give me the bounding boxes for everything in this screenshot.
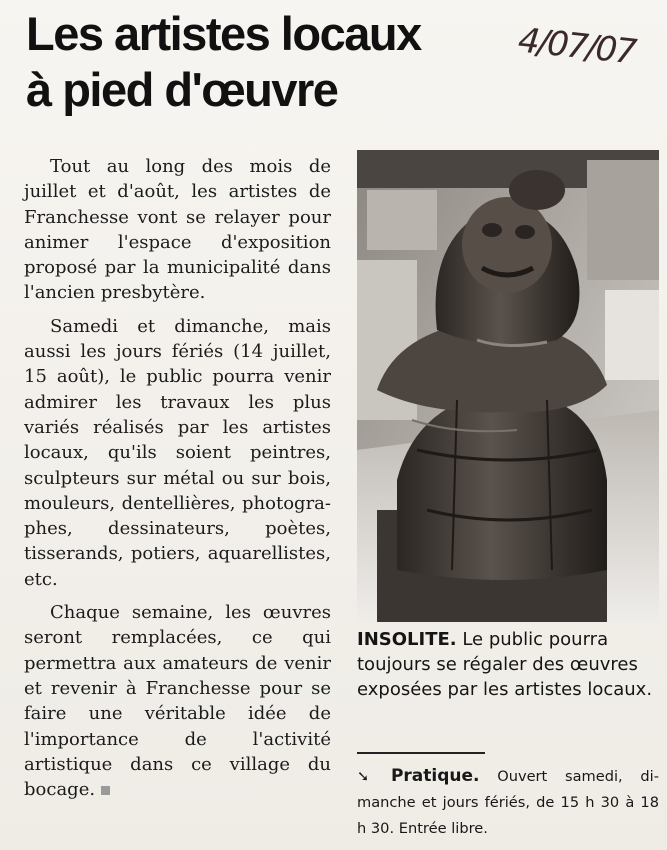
divider-rule — [357, 752, 485, 754]
sculpture-photo-drawing — [357, 150, 659, 622]
paragraph-3 — [24, 600, 331, 802]
caption-lead: INSOLITE. — [357, 629, 457, 650]
arrow-icon: ➘ — [357, 768, 370, 785]
wood-sculpture-photo — [357, 150, 659, 622]
article-body — [24, 154, 331, 802]
end-of-article-mark — [101, 786, 110, 795]
paragraph-1: Tout au long des mois de juillet et d'août, les artistes de Franchesse vont se relayer pour animer l'espace d'exposition proposé par la municipalité dans l'ancien presbytère. — [24, 156, 331, 304]
paragraph-3-text: Chaque semaine, les œuvres seront remplacées, ce qui permettra aux amateurs de venir et revenir à Franchesse pour se faire une véritable idée de l'importance de l'activité artistique dans ce village du bocage. — [24, 602, 331, 801]
handwritten-date: 4/07/07 — [516, 20, 637, 73]
practical-label: Pratique. — [390, 766, 480, 786]
practical-info — [357, 763, 659, 842]
headline-line-2: à pied d'œuvre — [26, 63, 338, 116]
caption-text: Le public pourra toujours se régaler des œuvres exposées par les artistes locaux. — [357, 629, 653, 700]
paragraph-2: Samedi et dimanche, mais aussi les jours fériés (14 juillet, 15 août), le public pourra venir admirer les travaux les plus variés réalisés par les artistes locaux, qu'ils soient peintres, sculpteurs sur métal ou sur bois, mouleurs, dentellières, photographes, dessinateurs, poètes, tisserands, potiers, aquarellistes, etc. — [24, 315, 331, 590]
practical-text: Ouvert samedi, dimanche et jours fériés, de 15 h 30 à 18 h 30. Entrée libre. — [357, 768, 660, 837]
headline-line-1: Les artistes locaux — [26, 7, 421, 60]
photo-caption — [357, 627, 657, 702]
headline — [26, 6, 496, 118]
